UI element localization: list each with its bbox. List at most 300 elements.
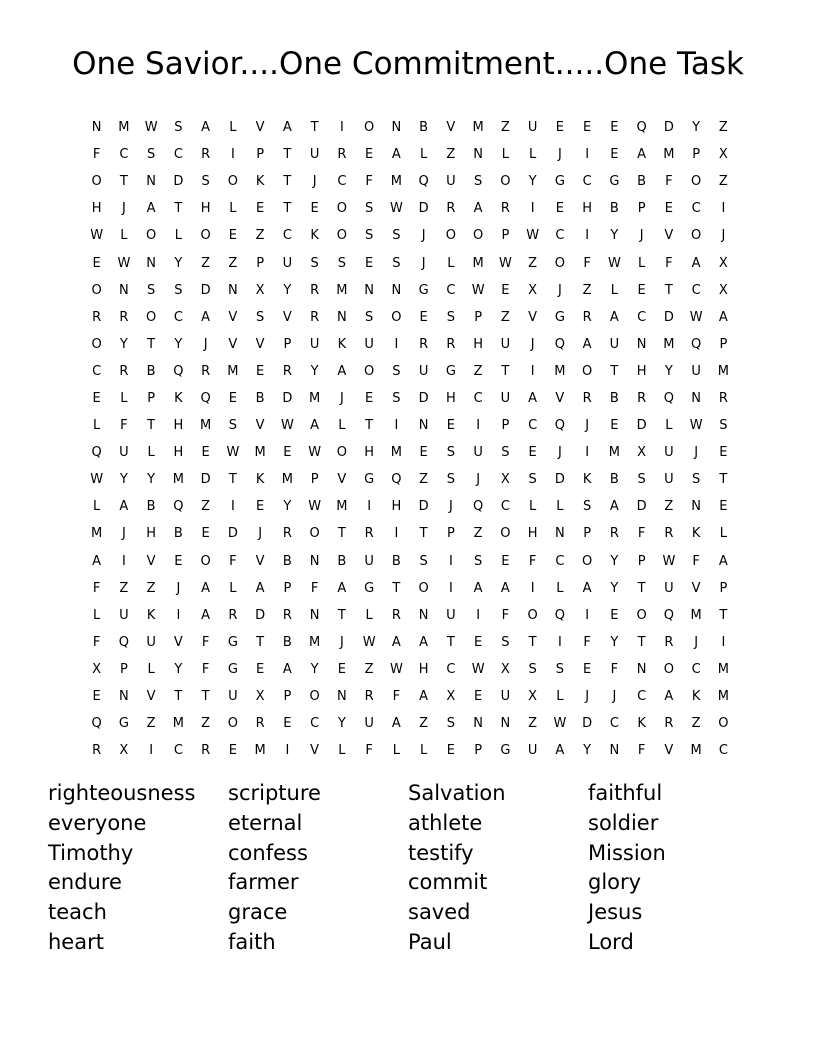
grid-letter: O [309,526,320,542]
grid-letter: L [174,228,182,244]
word-list-item: saved [408,900,471,925]
grid-letter: O [718,716,729,732]
grid-letter: N [146,255,156,271]
grid-letter: J [176,580,181,596]
grid-letter: R [582,390,592,406]
grid-letter: D [200,472,211,488]
grid-letter: X [500,661,510,677]
grid-letter: R [119,363,129,379]
grid-letter: H [636,363,647,379]
grid-letter: R [446,336,456,352]
grid-letter: G [118,716,129,732]
grid-letter: N [309,607,320,623]
grid-letter: W [553,716,567,732]
grid-letter: T [664,282,673,298]
word-list-item: soldier [588,810,659,835]
grid-letter: N [119,282,129,298]
grid-letter: O [691,174,702,190]
grid-letter: U [609,336,620,352]
grid-letter: M [390,174,402,190]
grid-letter: Q [663,390,674,406]
grid-letter: K [255,472,265,488]
grid-letter: V [255,553,265,569]
grid-letter: L [365,607,373,623]
grid-letter: K [310,228,319,244]
grid-letter: M [172,716,184,732]
grid-letter: L [556,689,564,705]
word-list-item: endure [48,870,122,895]
grid-letter: C [555,553,565,569]
grid-letter: E [474,689,483,705]
grid-letter: T [719,607,728,623]
grid-letter: G [445,363,456,379]
grid-letter: O [227,716,238,732]
grid-letter: Y [174,255,183,271]
grid-letter: B [255,390,265,406]
grid-letter: T [310,120,319,136]
grid-letter: R [364,526,374,542]
grid-letter: N [691,390,701,406]
grid-letter: V [310,743,320,759]
grid-letter: P [501,418,510,434]
grid-letter: V [255,418,265,434]
grid-letter: A [582,336,592,352]
page-title: One Savior....One Commitment.....One Task [72,46,744,82]
grid-letter: A [146,201,156,217]
grid-letter: S [501,445,510,461]
word-list-item: glory [588,870,642,895]
grid-letter: X [92,661,102,677]
grid-letter: L [229,580,237,596]
grid-letter: E [92,390,101,406]
grid-letter: S [501,634,510,650]
grid-row [83,222,737,249]
grid-letter: F [310,580,319,596]
grid-letter: L [556,580,564,596]
grid-letter: E [256,499,265,515]
grid-letter: O [200,553,211,569]
grid-letter: T [719,472,728,488]
grid-letter: C [310,716,320,732]
grid-letter: U [119,445,129,461]
grid-letter: R [282,363,292,379]
grid-letter: B [146,499,156,515]
grid-row [83,195,737,222]
grid-letter: P [256,255,265,271]
word-list-item: Paul [408,929,452,954]
grid-letter: O [527,607,538,623]
grid-letter: R [637,390,647,406]
grid-letter: R [664,716,674,732]
grid-letter: F [201,634,210,650]
grid-letter: G [227,634,238,650]
grid-letter: C [92,363,102,379]
word-list-item: eternal [228,810,303,835]
grid-letter: S [719,418,728,434]
grid-letter: F [92,147,101,163]
grid-letter: C [337,174,347,190]
grid-letter: M [281,472,293,488]
grid-letter: W [607,255,621,271]
grid-letter: L [338,418,346,434]
grid-letter: R [664,634,674,650]
grid-letter: F [201,661,210,677]
grid-letter: W [689,418,703,434]
grid-letter: E [501,282,510,298]
grid-letter: X [255,689,265,705]
grid-letter: S [473,174,483,190]
grid-row [83,710,737,737]
grid-letter: M [690,743,702,759]
grid-letter: Z [664,499,674,515]
grid-letter: K [337,336,347,352]
grid-letter: L [147,661,155,677]
grid-letter: M [91,526,103,542]
grid-letter: F [392,689,401,705]
grid-letter: M [717,661,729,677]
grid-letter: E [637,282,646,298]
grid-letter: L [665,418,673,434]
grid-letter: E [201,526,210,542]
grid-letter: O [636,607,647,623]
grid-letter: U [309,147,320,163]
grid-letter: R [119,309,129,325]
grid-letter: C [691,661,701,677]
grid-letter: T [256,634,265,650]
grid-letter: E [446,743,455,759]
grid-letter: J [258,526,263,542]
grid-letter: V [691,580,701,596]
grid-letter: O [663,661,674,677]
grid-letter: R [364,689,374,705]
grid-letter: E [228,390,237,406]
grid-letter: Y [664,363,673,379]
grid-letter: Y [583,743,592,759]
grid-letter: J [557,147,562,163]
grid-letter: C [282,228,292,244]
grid-letter: O [391,309,402,325]
grid-letter: G [609,174,620,190]
grid-letter: F [229,553,237,569]
grid-letter: C [473,390,483,406]
grid-letter: I [585,147,590,163]
word-list-item: righteousness [48,781,196,805]
grid-letter: A [391,634,401,650]
word-list-item: farmer [228,870,299,895]
grid-letter: S [146,282,156,298]
grid-letter: B [173,526,183,542]
grid-letter: P [583,526,592,542]
grid-letter: Q [554,418,565,434]
grid-letter: K [691,526,701,542]
grid-letter: D [282,390,293,406]
grid-letter: U [664,472,674,488]
grid-letter: D [636,499,647,515]
grid-letter: H [473,336,484,352]
grid-row [83,439,737,466]
word-list-item: Salvation [408,781,506,805]
grid-letter: O [418,580,429,596]
grid-letter: W [471,661,485,677]
grid-letter: W [662,553,676,569]
grid-letter: Z [528,255,538,271]
grid-letter: T [419,526,428,542]
grid-row [83,493,737,520]
grid-letter: R [609,526,619,542]
grid-letter: N [500,716,511,732]
grid-letter: E [174,553,183,569]
grid-letter: E [446,418,455,434]
grid-letter: C [119,147,129,163]
grid-letter: E [719,445,728,461]
grid-letter: W [498,255,512,271]
grid-letter: F [665,255,673,271]
grid-letter: A [310,418,320,434]
grid-letter: Q [173,499,184,515]
grid-row [83,249,737,276]
grid-letter: M [472,120,484,136]
grid-letter: S [201,174,210,190]
grid-letter: H [582,201,593,217]
letter-grid [83,114,737,764]
grid-letter: M [554,363,566,379]
grid-letter: A [119,499,129,515]
grid-letter: A [691,255,701,271]
grid-letter: M [690,607,702,623]
grid-letter: N [228,282,238,298]
grid-letter: J [530,336,535,352]
grid-letter: N [91,120,102,136]
grid-row [83,277,737,304]
word-list-item: heart [48,929,104,954]
grid-letter: F [92,580,101,596]
grid-letter: J [612,689,617,705]
grid-letter: Q [118,634,129,650]
grid-letter: O [582,363,593,379]
grid-letter: O [336,445,347,461]
grid-row [83,304,737,331]
grid-letter: C [609,716,619,732]
grid-letter: A [582,580,592,596]
grid-letter: U [446,174,456,190]
grid-letter: A [201,607,211,623]
grid-letter: C [528,418,538,434]
grid-letter: C [691,282,701,298]
grid-letter: P [637,553,646,569]
grid-letter: V [664,228,674,244]
grid-letter: R [664,526,674,542]
grid-letter: T [283,174,292,190]
grid-letter: W [362,634,376,650]
grid-letter: T [337,526,346,542]
grid-letter: W [689,309,703,325]
grid-letter: U [527,120,538,136]
grid-letter: S [310,255,319,271]
grid-letter: L [392,743,400,759]
grid-letter: N [146,174,156,190]
grid-letter: I [585,228,590,244]
grid-letter: E [555,201,564,217]
word-list-item: testify [408,840,474,865]
grid-letter: U [500,390,511,406]
grid-letter: O [364,120,375,136]
grid-letter: T [446,634,455,650]
grid-letter: J [421,228,426,244]
grid-letter: S [392,255,401,271]
grid-letter: G [554,309,565,325]
grid-letter: A [391,147,401,163]
grid-letter: U [364,716,374,732]
grid-letter: E [201,445,210,461]
grid-letter: Q [554,336,565,352]
grid-letter: T [147,336,156,352]
grid-letter: I [394,418,399,434]
grid-letter: Y [174,336,183,352]
grid-letter: C [446,282,456,298]
grid-letter: H [173,445,184,461]
grid-letter: M [336,499,348,515]
grid-letter: J [421,255,426,271]
grid-letter: M [254,743,266,759]
grid-letter: X [718,147,728,163]
grid-letter: W [389,201,403,217]
grid-letter: R [92,743,102,759]
grid-letter: L [93,607,101,623]
grid-letter: H [91,201,102,217]
grid-letter: Z [500,120,510,136]
grid-letter: E [555,120,564,136]
grid-letter: S [473,553,483,569]
word-list-item: Lord [588,929,634,954]
word-list-item: teach [48,900,107,925]
grid-letter: J [448,499,453,515]
grid-letter: M [472,255,484,271]
grid-letter: E [365,147,374,163]
grid-letter: M [118,120,130,136]
grid-letter: E [283,445,292,461]
grid-letter: L [93,499,101,515]
grid-letter: N [609,743,620,759]
grid-letter: J [585,689,590,705]
grid-letter: M [717,363,729,379]
grid-letter: Z [691,716,701,732]
grid-letter: L [420,743,428,759]
grid-letter: O [364,363,375,379]
grid-letter: V [282,309,292,325]
grid-letter: I [530,580,535,596]
grid-letter: L [147,445,155,461]
grid-letter: L [719,526,727,542]
grid-letter: R [228,607,238,623]
grid-letter: Q [391,472,402,488]
grid-letter: E [256,363,265,379]
grid-letter: E [528,445,537,461]
grid-letter: Q [554,607,565,623]
grid-letter: E [501,553,510,569]
grid-letter: N [309,553,320,569]
grid-letter: C [637,689,647,705]
grid-letter: A [473,580,483,596]
grid-letter: M [309,634,321,650]
grid-row [83,656,737,683]
grid-letter: E [365,255,374,271]
grid-letter: E [228,228,237,244]
grid-letter: S [174,120,183,136]
grid-letter: F [637,526,646,542]
grid-letter: R [201,363,211,379]
grid-letter: E [365,390,374,406]
grid-letter: T [337,607,346,623]
grid-row [83,602,737,629]
grid-letter: N [418,418,429,434]
grid-letter: R [337,147,347,163]
grid-letter: E [92,689,101,705]
grid-letter: O [91,174,102,190]
grid-letter: W [308,445,322,461]
grid-letter: F [637,743,646,759]
grid-letter: P [283,689,292,705]
grid-letter: Y [610,634,619,650]
grid-letter: F [92,634,101,650]
grid-letter: V [228,309,238,325]
grid-letter: N [337,689,347,705]
grid-letter: M [717,689,729,705]
grid-letter: Y [310,661,319,677]
grid-letter: X [718,255,728,271]
grid-letter: X [528,689,538,705]
grid-letter: Z [228,255,238,271]
grid-letter: S [255,309,265,325]
grid-letter: P [147,390,156,406]
grid-letter: J [121,526,126,542]
grid-letter: Z [718,174,728,190]
grid-row [83,466,737,493]
grid-letter: C [718,743,728,759]
grid-letter: N [636,336,647,352]
grid-letter: U [500,689,511,705]
grid-letter: Q [636,120,647,136]
grid-letter: U [691,363,701,379]
grid-letter: J [585,418,590,434]
grid-row [83,168,737,195]
grid-letter: K [582,472,592,488]
grid-letter: Z [146,580,156,596]
grid-letter: S [364,309,374,325]
grid-letter: D [663,120,674,136]
grid-letter: U [364,336,374,352]
grid-letter: E [664,201,673,217]
grid-letter: E [256,661,265,677]
grid-letter: W [471,282,485,298]
grid-letter: L [93,418,101,434]
grid-row [83,683,737,710]
word-list-item: athlete [408,810,483,835]
grid-letter: R [419,336,429,352]
grid-letter: O [91,336,102,352]
grid-letter: H [445,390,456,406]
grid-letter: S [174,282,183,298]
grid-letter: A [201,309,211,325]
grid-letter: W [280,418,294,434]
grid-letter: I [230,499,235,515]
grid-letter: V [255,120,265,136]
grid-letter: Z [119,580,129,596]
grid-letter: I [557,634,562,650]
grid-row [83,575,737,602]
grid-letter: O [227,174,238,190]
grid-letter: Z [528,716,538,732]
grid-letter: Z [473,363,483,379]
